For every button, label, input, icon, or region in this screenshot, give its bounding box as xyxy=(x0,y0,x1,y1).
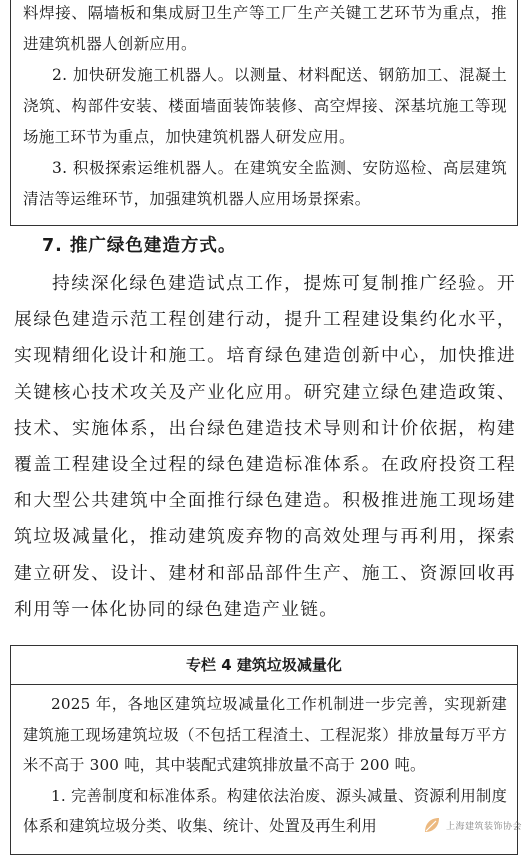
watermark xyxy=(422,814,522,836)
bottom-box-paragraph-2: 1. 完善制度和标准体系。构建依法治废、源头减量、资源利用制度体系和建筑垃圾分类、收集、统计、处置及再生利用 xyxy=(23,786,507,835)
leaf-logo-icon xyxy=(422,815,442,835)
top-box-paragraph-2: 2. 加快研发施工机器人。以测量、材料配送、钢筋加工、混凝土浇筑、构部件安装、楼面墙面装饰装修、高空焊接、深基坑施工等现场施工环节为重点，加快建筑机器人研发应用。 xyxy=(23,66,507,146)
section-heading: 7. 推广绿色建造方式。 xyxy=(42,236,237,256)
top-box-paragraph-1: 料焊接、隔墙板和集成厨卫生产等工厂生产关键工艺环节为重点，推进建筑机器人创新应用。 xyxy=(23,4,507,53)
top-column-box xyxy=(10,0,518,226)
top-box-paragraph-3: 3. 积极探索运维机器人。在建筑安全监测、安防巡检、高层建筑清洁等运维环节，加强建筑机器人应用场景探索。 xyxy=(23,159,507,208)
bottom-box-paragraph-1: 2025 年，各地区建筑垃圾减量化工作机制进一步完善，实现新建建筑施工现场建筑垃圾（不包括工程渣土、工程泥浆）排放量每万平方米不高于 300 吨，其中装配式建筑排放量不高于 200 吨。 xyxy=(23,695,507,774)
column-title: 专栏 4 建筑垃圾减量化 xyxy=(11,646,517,685)
section-body-paragraph: 持续深化绿色建造试点工作，提炼可复制推广经验。开展绿色建造示范工程创建行动，提升工程建设集约化水平，实现精细化设计和施工。培育绿色建造创新中心，加快推进关键核心技术攻关及产业化应用。研究建立绿色建造政策、技术、实施体系，出台绿色建造技术导则和计价依据，构建覆盖工程建设全过程的绿色建造标准体系。在政府投资工程和大型公共建筑中全面推行绿色建造。积极推进施工现场建筑垃圾减量化，推动建筑废弃物的高效处理与再利用，探索建立研发、设计、建材和部品部件生产、施工、资源回收再利用等一体化协同的绿色建造产业链。 xyxy=(14,273,516,620)
watermark-text: 上海建筑装饰协会 xyxy=(445,821,522,832)
